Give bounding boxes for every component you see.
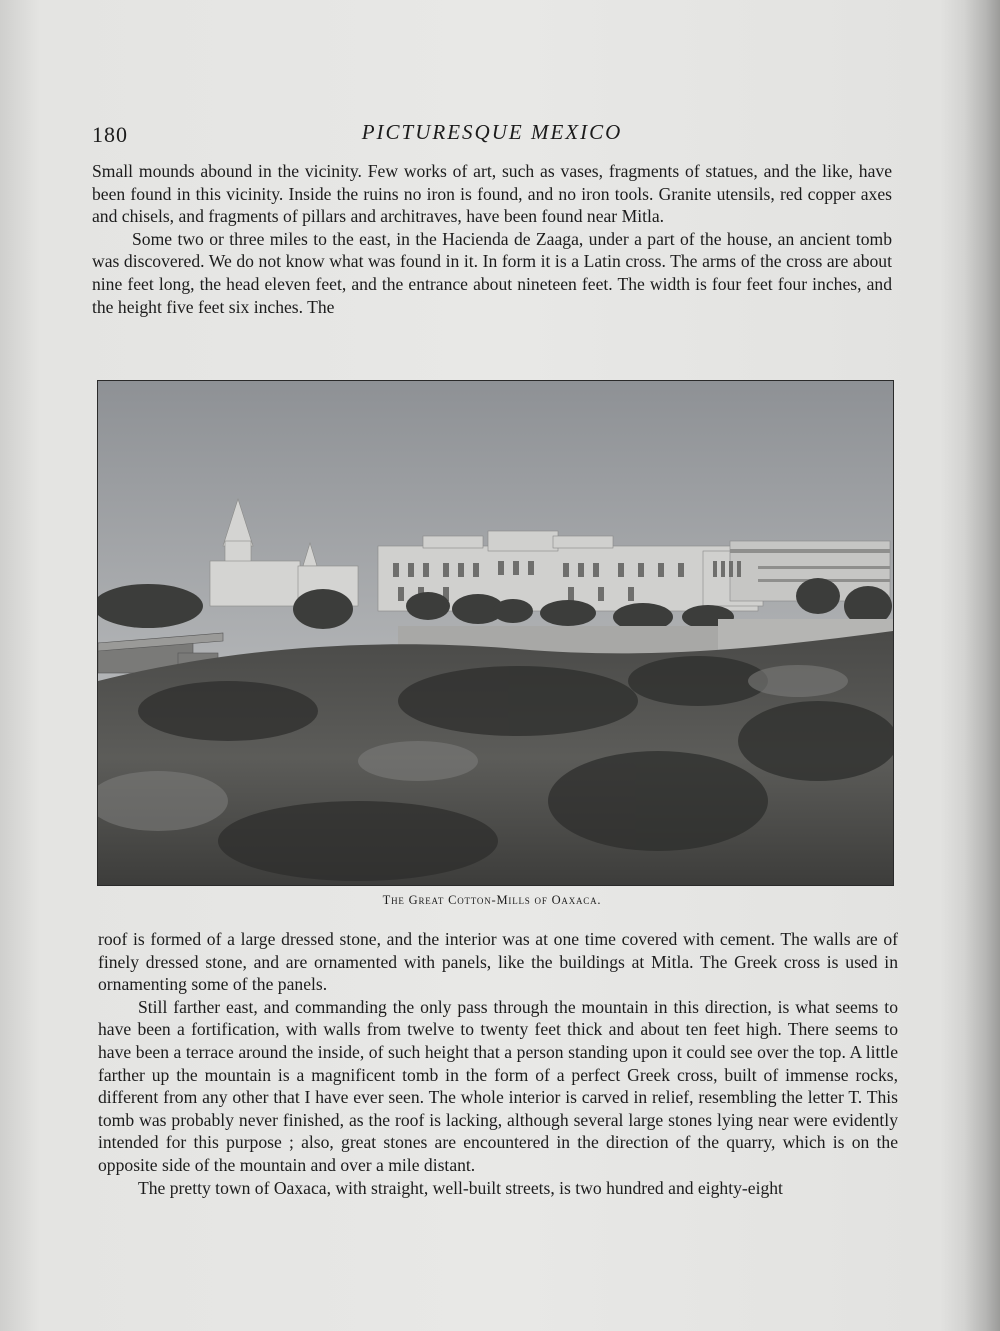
cotton-mills-photograph (98, 381, 893, 885)
running-title: PICTURESQUE MEXICO (361, 120, 623, 144)
page-header (92, 120, 892, 150)
page-number: 180 (92, 122, 128, 147)
text-block-top (92, 160, 892, 318)
text-block-bottom (98, 928, 898, 1199)
paragraph: The pretty town of Oaxaca, with straight, well-built streets, is two hundred and eighty-eight (138, 1177, 783, 1198)
paragraph: Still farther east, and commanding the only pass through the mountain in this direction, is what seems to have been a fortification, with walls from twelve to twenty feet thick and about ten feet high. There seems to have been a terrace around the inside, of such height that a person standing upon it could see over the top. A little farther up the mountain is a magnificent tomb in the form of a perfect Greek cross, built of immense rocks, different from any other that I have ever seen. The whole interior is carved in relief, resembling the letter T. This tomb was probably never finished, as the roof is lacking, although several large stones lying near were evidently intended for this purpose ; also, great stones are encountered in the direction of the quarry, which is on the opposite side of the mountain and over a mile distant. (98, 996, 898, 1175)
paragraph: Small mounds abound in the vicinity. Few works of art, such as vases, fragments of statues, and the like, have been found in this vicinity. Inside the ruins no iron is found, and no iron tools. Granite utensils, red copper axes and chisels, and fragments of pillars and architraves, have been found near Mitla. (92, 161, 892, 227)
page-edge-shadow (964, 0, 1000, 1331)
paragraph: roof is formed of a large dressed stone, and the interior was at one time covered with cement. The walls are of finely dressed stone, and are ornamented with panels, like the buildings at Mitla. The Greek cross is used in ornamenting some of the panels. (98, 929, 898, 995)
paragraph: Some two or three miles to the east, in the Hacienda de Zaaga, under a part of the house, an ancient tomb was discovered. We do not know what was found in it. In form it is a Latin cross. The arms of the cross are about nine feet long, the head eleven feet, and the entrance about nineteen feet. The width is four feet four inches, and the height five feet six inches. The (92, 228, 892, 317)
photograph-plate (97, 380, 894, 886)
plate-caption: The Great Cotton-Mills of Oaxaca. (382, 893, 602, 907)
